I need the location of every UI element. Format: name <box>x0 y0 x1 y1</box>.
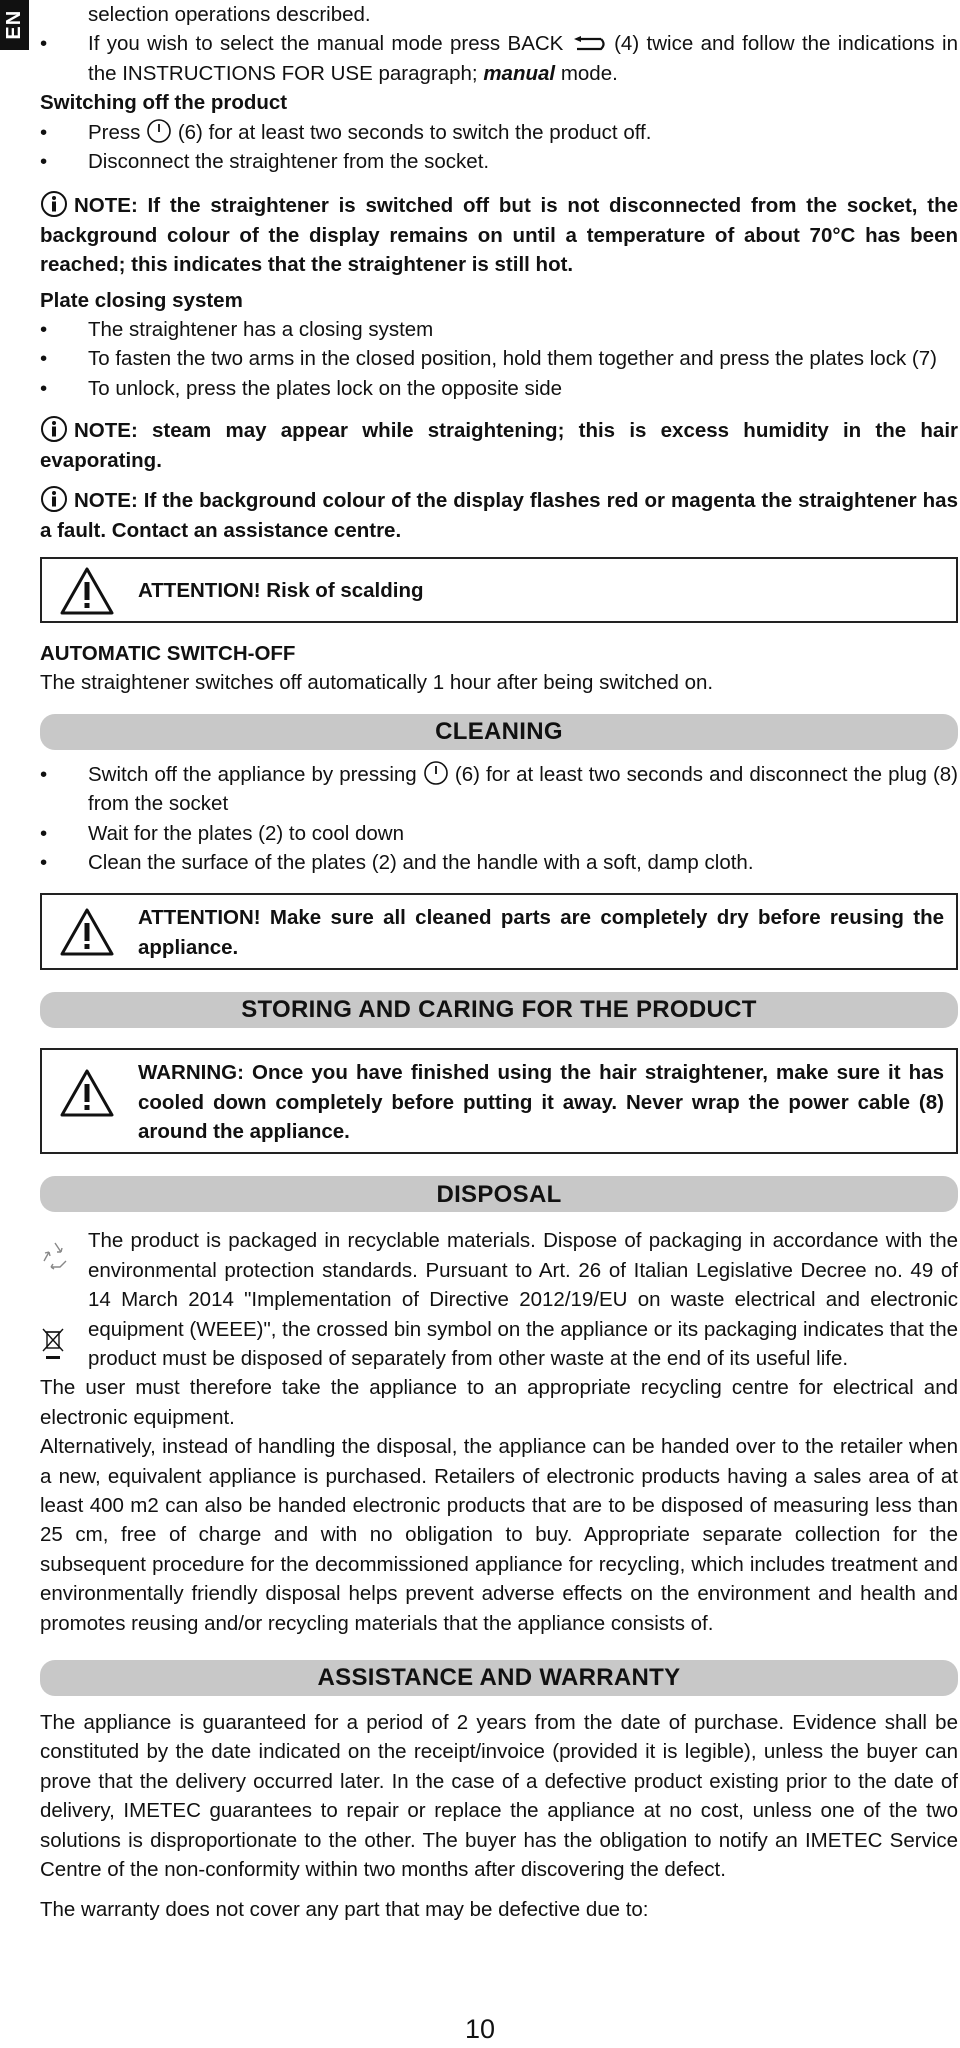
crossed-bin-icon <box>40 1326 66 1366</box>
switching-bullet-1-text-a: Press <box>88 120 141 144</box>
info-icon <box>40 415 68 443</box>
disposal-intro <box>40 1226 958 1373</box>
storing-heading: STORING AND CARING FOR THE PRODUCT <box>241 996 757 1024</box>
plate-bullet-3: • To unlock, press the plates lock on the opposite side <box>40 374 958 403</box>
note-display-hot <box>40 190 958 279</box>
warranty-paragraph-2: The warranty does not cover any part that may be defective due to: <box>40 1897 649 1921</box>
warning-icon <box>59 1068 115 1118</box>
intro-bullet-text-a: If you wish to select the manual mode press BACK <box>88 32 564 56</box>
warning-triangle <box>52 1058 122 1118</box>
language-code: EN <box>2 10 25 40</box>
intro-bullet-emphasis: manual <box>483 61 556 85</box>
attention-scalding-text: ATTENTION! Risk of scalding <box>138 579 424 603</box>
warning-icon <box>59 566 115 616</box>
note-fault-text: NOTE: If the background colour of the display flashes red or magenta the straightener has a fault. Contact an assistance centre. <box>40 489 958 542</box>
disposal-paragraph-2: The user must therefore take the appliance to an appropriate recycling centre for electrical and electronic equipment. <box>40 1376 958 1429</box>
autoswitch-text: The straightener switches off automatically 1 hour after being switched on. <box>40 671 714 695</box>
disposal-heading: DISPOSAL <box>436 1180 562 1208</box>
attention-dry-text: ATTENTION! Make sure all cleaned parts are completely dry before reusing the appliance. <box>138 906 944 959</box>
switching-bullet-2: • Disconnect the straightener from the socket. <box>40 147 958 176</box>
cleaning-bullet-1-text-b: (6) for at least two seconds and disconnect the plug (8) from the socket <box>88 762 959 816</box>
info-icon <box>40 485 68 513</box>
intro-bullet <box>40 29 958 88</box>
plate-bullet-1: • The straightener has a closing system <box>40 315 958 344</box>
page-number: 10 <box>464 2014 496 2044</box>
switching-list <box>40 118 958 177</box>
storing-heading-band <box>40 992 958 1028</box>
cleaning-bullet-1-text-a: Switch off the appliance by pressing <box>88 762 417 786</box>
note-display-hot-text: NOTE: If the straightener is switched off but is not disconnected from the socket, the background colour of the display remains on until a temperature of about 70°C has been reached; this indicates that the straightener is still hot. <box>40 194 958 277</box>
cleaning-list <box>40 760 958 878</box>
intro-bullet-text-b: (4) twice and follow the indications in the INSTRUCTIONS FOR USE paragraph; <box>88 32 958 85</box>
back-arrow-icon <box>571 35 607 55</box>
intro-bullet-text-c: mode. <box>560 61 618 85</box>
plate-list <box>40 315 958 403</box>
note-steam <box>40 415 958 475</box>
disposal-heading-band <box>40 1176 958 1212</box>
disposal-paragraph-1: The product is packaged in recyclable materials. Dispose of packaging in accordance with the environmental protection standards. Pursuant to Art. 26 of Italian Legislative Decree no. 49 of 14 March 2014 "Implementation of Directive 2012/19/EU on waste electrical and electronic equipment (WEEE)", the crossed bin symbol on the appliance or its packaging indicates that the product must be disposed of separately from other waste at the end of its useful life. <box>88 1229 958 1370</box>
manual-page <box>40 0 958 1924</box>
cleaning-heading-band <box>40 714 958 750</box>
warning-icon <box>59 907 115 957</box>
disposal-paragraph-3: Alternatively, instead of handling the disposal, the appliance can be handed over to the retailer when a new, equivalent appliance is purchased. Retailers of electronic products having a sales area of at least 400 m2 can also be handed electronic products that are to be disposed of measuring less than 25 cm, free of charge and with no obligation to buy. Appropriate separate collection for the subsequent procedure for the decommissioned appliance for recycling, which includes treatment and environmentally friendly disposal helps prevent adverse effects on the environment and health and promotes reusing and/or recycling materials that the appliance consists of. <box>40 1435 958 1635</box>
plate-bullet-2: • To fasten the two arms in the closed position, hold them together and press the plates lock (7) <box>40 344 958 373</box>
warning-triangle <box>52 903 122 957</box>
intro-line: selection operations described. <box>88 3 371 26</box>
intro-list <box>40 29 958 88</box>
switching-bullet-1-text-b: (6) for at least two seconds to switch the product off. <box>177 120 652 144</box>
warranty-heading-band <box>40 1660 958 1696</box>
power-icon <box>423 760 449 786</box>
attention-scalding-box <box>40 557 958 623</box>
warranty-heading: ASSISTANCE AND WARRANTY <box>317 1664 681 1692</box>
warning-triangle <box>52 566 122 616</box>
cleaning-heading: CLEANING <box>435 718 563 746</box>
power-icon <box>146 118 172 144</box>
warranty-paragraph-1: The appliance is guaranteed for a period of 2 years from the date of purchase. Evidence shall be constituted by the date indicated on the receipt/invoice (provided it is legible), unless the buyer can prove that the delivery occurred later. In the case of a defective product existing prior to the date of delivery, IMETEC guarantees to repair or replace the appliance at no cost, unless one of the two solutions is disproportionate to the other. The buyer has the obligation to notify an IMETEC Service Centre of the non-conformity within two months after discovering the defect. <box>40 1711 958 1882</box>
note-fault <box>40 485 958 545</box>
cleaning-bullet-2: • Wait for the plates (2) to cool down <box>40 819 958 848</box>
recycle-icon <box>40 1240 70 1270</box>
autoswitch-heading: AUTOMATIC SWITCH-OFF <box>40 641 296 665</box>
language-tab <box>0 0 29 50</box>
note-steam-text: NOTE: steam may appear while straightening; this is excess humidity in the hair evaporating. <box>40 419 958 472</box>
storing-warning-text: WARNING: Once you have finished using the hair straightener, make sure it has cooled down completely before putting it away. Never wrap the power cable (8) around the appliance. <box>138 1061 944 1143</box>
cleaning-bullet-1 <box>40 760 958 819</box>
switching-bullet-1 <box>40 118 958 147</box>
attention-dry-box <box>40 893 958 970</box>
disposal-icons <box>40 1226 88 1373</box>
info-icon <box>40 190 68 218</box>
switching-heading: Switching off the product <box>40 91 288 115</box>
storing-warning-box <box>40 1048 958 1154</box>
plate-heading: Plate closing system <box>40 288 243 312</box>
cleaning-bullet-3: • Clean the surface of the plates (2) and the handle with a soft, damp cloth. <box>40 848 958 877</box>
